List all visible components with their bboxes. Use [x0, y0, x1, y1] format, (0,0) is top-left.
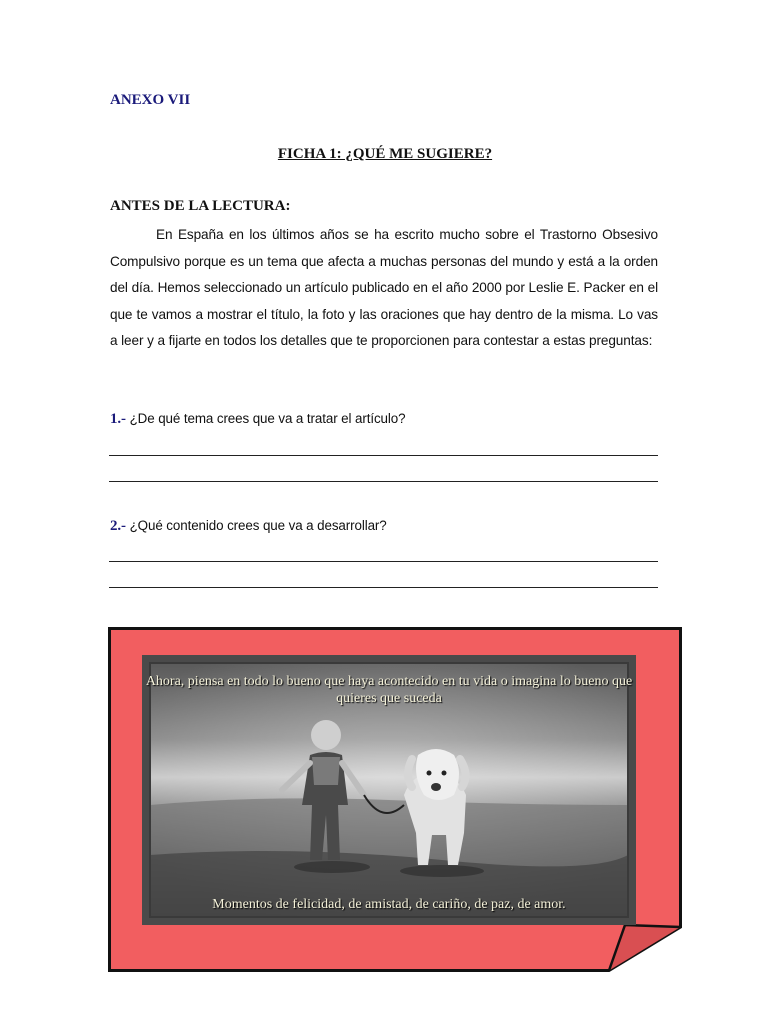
answer-line-2b[interactable]	[109, 587, 658, 588]
question-2	[110, 518, 387, 535]
answer-line-1b[interactable]	[109, 481, 658, 482]
answer-line-1a[interactable]	[109, 455, 658, 456]
question-2-number: 2.-	[110, 518, 126, 534]
photo-caption-top: Ahora, piensa en todo lo bueno que haya acontecido en tu vida o imagina lo bueno que quieres que suceda	[145, 674, 633, 706]
question-1	[110, 411, 405, 428]
intro-paragraph: En España en los últimos años se ha escrito mucho sobre el Trastorno Obsesivo Compulsivo porque es un tema que afecta a muchas personas del mundo y está a la orden del día. Hemos seleccionado un artículo publicado en el año 2000 por Leslie E. Packer en el que te vamos a mostrar el título, la foto y las oraciones que hay dentro de la misma. Lo vas a leer y a fijarte en todos los detalles que te proporcionen para contestar a estas preguntas:	[110, 227, 658, 348]
picture-card	[108, 627, 682, 972]
photo-caption-bottom: Momentos de felicidad, de amistad, de cariño, de paz, de amor.	[212, 897, 566, 912]
annex-label: ANEXO VII	[110, 92, 191, 108]
photo-child-and-dog	[142, 655, 636, 925]
answer-line-2a[interactable]	[109, 561, 658, 562]
question-1-text: ¿De qué tema crees que va a tratar el artículo?	[125, 411, 406, 426]
question-2-text: ¿Qué contenido crees que va a desarrollar?	[125, 518, 387, 533]
worksheet-title: FICHA 1: ¿QUÉ ME SUGIERE?	[277, 146, 493, 162]
question-1-number: 1.-	[110, 411, 126, 427]
section-heading: ANTES DE LA LECTURA:	[110, 198, 291, 214]
